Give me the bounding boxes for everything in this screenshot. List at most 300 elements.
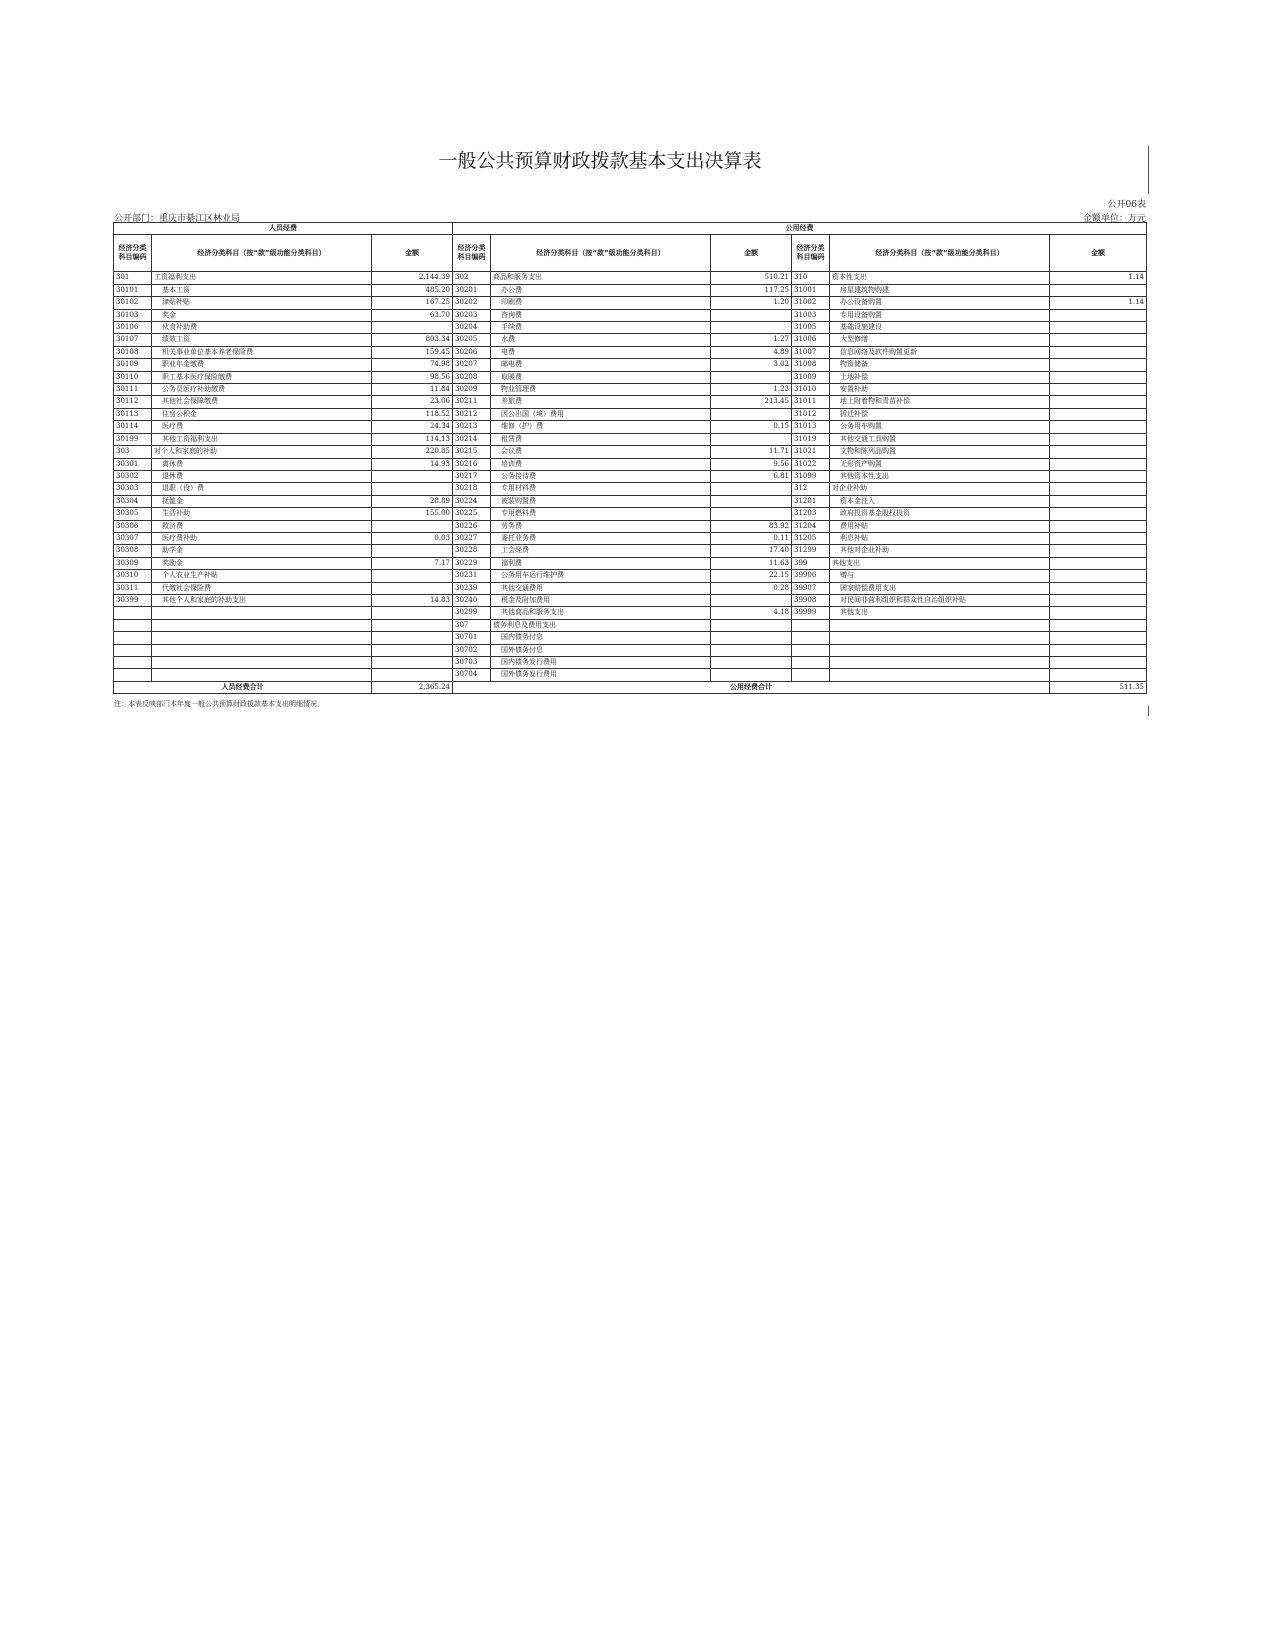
right-code-cell <box>792 632 830 644</box>
table-row <box>114 433 1147 445</box>
right-amount-cell <box>1050 594 1147 606</box>
table-row <box>114 669 1147 681</box>
middle-name-cell: 因公出国（境）费用 <box>491 408 711 420</box>
left-code-cell <box>114 632 152 644</box>
middle-name-cell: 其他交通费用 <box>491 582 711 594</box>
right-amount-cell <box>1050 371 1147 383</box>
right-name-cell: 资本金注入 <box>830 495 1050 507</box>
middle-name-cell: 培训费 <box>491 458 711 470</box>
right-amount-cell <box>1050 396 1147 408</box>
left-name-cell <box>152 607 372 619</box>
right-amount-cell <box>1050 619 1147 631</box>
left-name-cell: 医疗费 <box>152 421 372 433</box>
middle-amount-cell: 83.92 <box>711 520 792 532</box>
middle-name-cell: 劳务费 <box>491 520 711 532</box>
left-amount-cell <box>372 669 453 681</box>
middle-amount-cell: 1.23 <box>711 384 792 396</box>
right-amount-cell <box>1050 508 1147 520</box>
table-body <box>114 272 1147 681</box>
table-row <box>114 384 1147 396</box>
middle-name-cell: 办公费 <box>491 284 711 296</box>
table-row <box>114 483 1147 495</box>
right-amount-cell <box>1050 545 1147 557</box>
left-code-cell: 30303 <box>114 483 152 495</box>
middle-code-cell: 30229 <box>453 557 491 569</box>
right-code-cell: 31002 <box>792 297 830 309</box>
right-name-cell: 地上附着物和青苗补偿 <box>830 396 1050 408</box>
table-row <box>114 532 1147 544</box>
department-label: 公开部门：重庆市綦江区林业局 <box>114 214 241 224</box>
table-row <box>114 594 1147 606</box>
middle-code-cell: 30240 <box>453 594 491 606</box>
middle-name-cell: 福利费 <box>491 557 711 569</box>
left-name-cell: 抚恤金 <box>152 495 372 507</box>
left-amount-cell <box>372 582 453 594</box>
unit-label: 金额单位：万元 <box>1082 214 1146 224</box>
right-code-cell: 39907 <box>792 582 830 594</box>
middle-code-cell: 30704 <box>453 669 491 681</box>
right-code-cell <box>792 669 830 681</box>
middle-amount-cell <box>711 657 792 669</box>
col-name-header: 经济分类科目（按“款”级功能分类科目） <box>152 235 372 272</box>
left-amount-cell <box>372 632 453 644</box>
middle-amount-cell: 22.15 <box>711 570 792 582</box>
middle-code-cell: 30217 <box>453 470 491 482</box>
right-amount-cell <box>1050 483 1147 495</box>
right-amount-cell <box>1050 557 1147 569</box>
table-row <box>114 557 1147 569</box>
table-row <box>114 458 1147 470</box>
right-name-cell: 国家赔偿费用支出 <box>830 582 1050 594</box>
right-name-cell <box>830 619 1050 631</box>
total-personnel-amount: 2,365.24 <box>372 681 453 693</box>
report-title: 一般公共预算财政拨款基本支出决算表 <box>438 150 762 172</box>
right-amount-cell <box>1050 520 1147 532</box>
left-code-cell: 30101 <box>114 284 152 296</box>
middle-name-cell: 委托业务费 <box>491 532 711 544</box>
left-name-cell: 其他个人和家庭的补助支出 <box>152 594 372 606</box>
table-row <box>114 272 1147 284</box>
left-name-cell: 救济费 <box>152 520 372 532</box>
right-amount-cell <box>1050 346 1147 358</box>
left-amount-cell: 485.20 <box>372 284 453 296</box>
middle-amount-cell: 4.89 <box>711 346 792 358</box>
right-code-cell: 31201 <box>792 495 830 507</box>
table-row <box>114 309 1147 321</box>
table-row <box>114 421 1147 433</box>
left-name-cell: 其他工资福利支出 <box>152 433 372 445</box>
middle-code-cell: 30227 <box>453 532 491 544</box>
section-public-header: 公用经费 <box>453 223 1147 235</box>
right-amount-cell <box>1050 495 1147 507</box>
right-code-cell: 31007 <box>792 346 830 358</box>
right-amount-cell <box>1050 359 1147 371</box>
table-row <box>114 284 1147 296</box>
table-row <box>114 607 1147 619</box>
right-name-cell: 政府投资基金股权投资 <box>830 508 1050 520</box>
right-amount-cell <box>1050 657 1147 669</box>
left-name-cell: 工资福利支出 <box>152 272 372 284</box>
middle-name-cell: 国内债务付息 <box>491 632 711 644</box>
left-amount-cell: 220.85 <box>372 446 453 458</box>
left-name-cell: 对个人和家庭的补助 <box>152 446 372 458</box>
left-code-cell: 30113 <box>114 408 152 420</box>
table-row <box>114 644 1147 656</box>
right-amount-cell <box>1050 322 1147 334</box>
right-code-cell: 399 <box>792 557 830 569</box>
left-code-cell: 30310 <box>114 570 152 582</box>
left-name-cell <box>152 632 372 644</box>
right-name-cell: 利息补贴 <box>830 532 1050 544</box>
left-code-cell: 30111 <box>114 384 152 396</box>
right-code-cell: 31019 <box>792 433 830 445</box>
middle-name-cell: 会议费 <box>491 446 711 458</box>
left-amount-cell: 0.03 <box>372 532 453 544</box>
left-code-cell: 30304 <box>114 495 152 507</box>
left-name-cell <box>152 657 372 669</box>
left-amount-cell: 155.00 <box>372 508 453 520</box>
left-code-cell: 30109 <box>114 359 152 371</box>
left-amount-cell <box>372 570 453 582</box>
left-name-cell: 机关事业单位基本养老保险费 <box>152 346 372 358</box>
middle-code-cell: 30703 <box>453 657 491 669</box>
left-code-cell: 303 <box>114 446 152 458</box>
table-row <box>114 334 1147 346</box>
section-personnel-header: 人员经费 <box>114 223 453 235</box>
middle-name-cell: 公务用车运行维护费 <box>491 570 711 582</box>
form-number: 公开06表 <box>1107 200 1146 210</box>
right-margin-line-bottom <box>1148 706 1149 716</box>
middle-code-cell: 30702 <box>453 644 491 656</box>
left-amount-cell: 114.13 <box>372 433 453 445</box>
middle-amount-cell <box>711 408 792 420</box>
middle-amount-cell <box>711 309 792 321</box>
middle-name-cell: 水费 <box>491 334 711 346</box>
middle-amount-cell <box>711 371 792 383</box>
expenditure-table <box>113 222 1147 694</box>
right-name-cell: 赠与 <box>830 570 1050 582</box>
table-row <box>114 508 1147 520</box>
middle-name-cell: 印刷费 <box>491 297 711 309</box>
left-code-cell <box>114 669 152 681</box>
col-name-header: 经济分类科目（按“款”级功能分类科目） <box>830 235 1050 272</box>
left-amount-cell: 803.34 <box>372 334 453 346</box>
right-name-cell: 信息网络及软件购置更新 <box>830 346 1050 358</box>
right-amount-cell <box>1050 632 1147 644</box>
right-code-cell: 312 <box>792 483 830 495</box>
left-amount-cell <box>372 607 453 619</box>
middle-code-cell: 30203 <box>453 309 491 321</box>
middle-name-cell: 物业管理费 <box>491 384 711 396</box>
left-code-cell: 30308 <box>114 545 152 557</box>
right-code-cell: 39999 <box>792 607 830 619</box>
right-amount-cell: 1.14 <box>1050 272 1147 284</box>
right-name-cell <box>830 657 1050 669</box>
left-amount-cell: 118.52 <box>372 408 453 420</box>
right-amount-cell <box>1050 607 1147 619</box>
left-amount-cell: 24.34 <box>372 421 453 433</box>
middle-code-cell: 30218 <box>453 483 491 495</box>
middle-name-cell: 电费 <box>491 346 711 358</box>
left-name-cell: 退休费 <box>152 470 372 482</box>
right-code-cell: 31021 <box>792 446 830 458</box>
left-amount-cell: 167.25 <box>372 297 453 309</box>
left-amount-cell: 98.56 <box>372 371 453 383</box>
middle-name-cell: 国外债务发行费用 <box>491 669 711 681</box>
left-amount-cell: 159.45 <box>372 346 453 358</box>
middle-amount-cell: 0.28 <box>711 582 792 594</box>
middle-code-cell: 30202 <box>453 297 491 309</box>
right-code-cell: 310 <box>792 272 830 284</box>
middle-name-cell: 国内债务发行费用 <box>491 657 711 669</box>
right-name-cell: 安置补助 <box>830 384 1050 396</box>
right-name-cell <box>830 632 1050 644</box>
middle-code-cell: 30206 <box>453 346 491 358</box>
right-name-cell: 其他资本性支出 <box>830 470 1050 482</box>
middle-name-cell: 其他商品和服务支出 <box>491 607 711 619</box>
left-name-cell: 职工基本医疗保险缴费 <box>152 371 372 383</box>
right-amount-cell <box>1050 446 1147 458</box>
middle-code-cell: 30204 <box>453 322 491 334</box>
middle-amount-cell: 4.18 <box>711 607 792 619</box>
table-row <box>114 297 1147 309</box>
middle-name-cell: 公务接待费 <box>491 470 711 482</box>
middle-code-cell: 30214 <box>453 433 491 445</box>
table-row <box>114 371 1147 383</box>
table-row <box>114 408 1147 420</box>
left-name-cell: 住房公积金 <box>152 408 372 420</box>
table-row <box>114 582 1147 594</box>
middle-amount-cell: 3.02 <box>711 359 792 371</box>
left-code-cell <box>114 644 152 656</box>
left-name-cell <box>152 669 372 681</box>
left-code-cell: 30110 <box>114 371 152 383</box>
left-amount-cell <box>372 322 453 334</box>
right-name-cell: 拆迁补偿 <box>830 408 1050 420</box>
middle-name-cell: 国外债务付息 <box>491 644 711 656</box>
left-name-cell: 生活补助 <box>152 508 372 520</box>
right-name-cell: 其他对企业补助 <box>830 545 1050 557</box>
right-code-cell: 31003 <box>792 309 830 321</box>
left-code-cell: 30306 <box>114 520 152 532</box>
right-code-cell: 31009 <box>792 371 830 383</box>
right-code-cell <box>792 657 830 669</box>
col-amount-header: 金额 <box>711 235 792 272</box>
table-row <box>114 322 1147 334</box>
table-row <box>114 359 1147 371</box>
middle-code-cell: 30226 <box>453 520 491 532</box>
left-code-cell <box>114 619 152 631</box>
left-code-cell: 30107 <box>114 334 152 346</box>
middle-code-cell: 30216 <box>453 458 491 470</box>
middle-amount-cell <box>711 322 792 334</box>
left-name-cell: 医疗费补助 <box>152 532 372 544</box>
right-code-cell: 39906 <box>792 570 830 582</box>
middle-amount-cell: 213.45 <box>711 396 792 408</box>
left-amount-cell: 23.06 <box>372 396 453 408</box>
table-row <box>114 632 1147 644</box>
right-name-cell: 专用设备购置 <box>830 309 1050 321</box>
left-name-cell: 伙食补助费 <box>152 322 372 334</box>
middle-code-cell: 30701 <box>453 632 491 644</box>
left-code-cell: 30114 <box>114 421 152 433</box>
left-code-cell: 30399 <box>114 594 152 606</box>
right-amount-cell <box>1050 334 1147 346</box>
left-name-cell: 离休费 <box>152 458 372 470</box>
left-code-cell: 30311 <box>114 582 152 594</box>
middle-name-cell: 被装购置费 <box>491 495 711 507</box>
right-amount-cell <box>1050 570 1147 582</box>
right-code-cell: 31203 <box>792 508 830 520</box>
total-public-label: 公用经费合计 <box>453 681 1050 693</box>
right-code-cell: 31299 <box>792 545 830 557</box>
right-name-cell: 公务用车购置 <box>830 421 1050 433</box>
left-name-cell: 退职（役）费 <box>152 483 372 495</box>
right-amount-cell: 1.14 <box>1050 297 1147 309</box>
left-amount-cell: 2,144.39 <box>372 272 453 284</box>
left-amount-cell: 7.17 <box>372 557 453 569</box>
middle-amount-cell: 6.81 <box>711 470 792 482</box>
middle-code-cell: 30207 <box>453 359 491 371</box>
middle-amount-cell: 17.40 <box>711 545 792 557</box>
total-public-amount: 511.35 <box>1050 681 1147 693</box>
right-name-cell: 费用补贴 <box>830 520 1050 532</box>
right-name-cell: 对企业补助 <box>830 483 1050 495</box>
left-amount-cell <box>372 470 453 482</box>
right-name-cell: 资本性支出 <box>830 272 1050 284</box>
middle-code-cell: 30213 <box>453 421 491 433</box>
left-code-cell: 30307 <box>114 532 152 544</box>
left-name-cell: 绩效工资 <box>152 334 372 346</box>
right-name-cell: 无形资产购置 <box>830 458 1050 470</box>
right-code-cell: 31001 <box>792 284 830 296</box>
right-code-cell: 31012 <box>792 408 830 420</box>
right-amount-cell <box>1050 532 1147 544</box>
left-name-cell: 代缴社会保险费 <box>152 582 372 594</box>
middle-code-cell: 30209 <box>453 384 491 396</box>
right-name-cell: 土地补偿 <box>830 371 1050 383</box>
table-row <box>114 570 1147 582</box>
left-amount-cell: 14.83 <box>372 594 453 606</box>
middle-amount-cell: 0.11 <box>711 532 792 544</box>
left-name-cell: 奖励金 <box>152 557 372 569</box>
right-amount-cell <box>1050 644 1147 656</box>
middle-code-cell: 30212 <box>453 408 491 420</box>
middle-name-cell: 邮电费 <box>491 359 711 371</box>
table-row <box>114 470 1147 482</box>
right-name-cell <box>830 644 1050 656</box>
middle-amount-cell <box>711 483 792 495</box>
right-code-cell: 31204 <box>792 520 830 532</box>
col-code-header: 经济分类科目编码 <box>792 235 830 272</box>
right-code-cell: 31006 <box>792 334 830 346</box>
left-amount-cell <box>372 545 453 557</box>
right-amount-cell <box>1050 421 1147 433</box>
table-row <box>114 619 1147 631</box>
right-amount-cell <box>1050 582 1147 594</box>
table-row <box>114 446 1147 458</box>
left-amount-cell: 63.70 <box>372 309 453 321</box>
right-code-cell: 31205 <box>792 532 830 544</box>
right-code-cell <box>792 619 830 631</box>
right-name-cell: 其他支出 <box>830 607 1050 619</box>
left-code-cell <box>114 607 152 619</box>
left-amount-cell: 28.89 <box>372 495 453 507</box>
table-row <box>114 346 1147 358</box>
left-amount-cell <box>372 644 453 656</box>
middle-amount-cell: 9.56 <box>711 458 792 470</box>
middle-name-cell: 取暖费 <box>491 371 711 383</box>
col-amount-header: 金额 <box>372 235 453 272</box>
middle-name-cell: 差旅费 <box>491 396 711 408</box>
left-amount-cell <box>372 520 453 532</box>
right-name-cell: 办公设备购置 <box>830 297 1050 309</box>
table-row <box>114 545 1147 557</box>
total-personnel-label: 人员经费合计 <box>114 681 372 693</box>
right-name-cell: 物资储备 <box>830 359 1050 371</box>
right-name-cell: 文物和陈列品购置 <box>830 446 1050 458</box>
right-amount-cell <box>1050 408 1147 420</box>
middle-name-cell: 租赁费 <box>491 433 711 445</box>
right-code-cell <box>792 644 830 656</box>
left-code-cell: 30301 <box>114 458 152 470</box>
table-row <box>114 495 1147 507</box>
right-code-cell: 31005 <box>792 322 830 334</box>
middle-code-cell: 30211 <box>453 396 491 408</box>
left-amount-cell: 74.98 <box>372 359 453 371</box>
middle-amount-cell <box>711 433 792 445</box>
table-row <box>114 396 1147 408</box>
middle-code-cell: 307 <box>453 619 491 631</box>
right-name-cell: 大型修缮 <box>830 334 1050 346</box>
left-code-cell: 301 <box>114 272 152 284</box>
left-amount-cell <box>372 657 453 669</box>
middle-amount-cell: 117.25 <box>711 284 792 296</box>
right-name-cell: 基础设施建设 <box>830 322 1050 334</box>
right-code-cell: 31099 <box>792 470 830 482</box>
middle-amount-cell <box>711 619 792 631</box>
left-amount-cell: 14.93 <box>372 458 453 470</box>
right-name-cell: 对民间非营利组织和群众性自治组织补贴 <box>830 594 1050 606</box>
middle-name-cell: 税金及附加费用 <box>491 594 711 606</box>
middle-amount-cell: 1.20 <box>711 297 792 309</box>
middle-name-cell: 工会经费 <box>491 545 711 557</box>
left-code-cell: 30305 <box>114 508 152 520</box>
right-code-cell: 31011 <box>792 396 830 408</box>
middle-code-cell: 30205 <box>453 334 491 346</box>
middle-name-cell: 维修（护）费 <box>491 421 711 433</box>
right-name-cell: 房屋建筑物购建 <box>830 284 1050 296</box>
right-code-cell: 31013 <box>792 421 830 433</box>
middle-name-cell: 专用材料费 <box>491 483 711 495</box>
right-name-cell: 其他支出 <box>830 557 1050 569</box>
left-code-cell: 30199 <box>114 433 152 445</box>
right-amount-cell <box>1050 284 1147 296</box>
left-name-cell: 公务员医疗补助缴费 <box>152 384 372 396</box>
left-name-cell: 基本工资 <box>152 284 372 296</box>
middle-code-cell: 30225 <box>453 508 491 520</box>
middle-amount-cell <box>711 495 792 507</box>
middle-amount-cell: 11.71 <box>711 446 792 458</box>
middle-amount-cell: 11.63 <box>711 557 792 569</box>
col-amount-header: 金额 <box>1050 235 1147 272</box>
middle-amount-cell <box>711 632 792 644</box>
right-amount-cell <box>1050 384 1147 396</box>
left-code-cell: 30106 <box>114 322 152 334</box>
middle-amount-cell: 0.15 <box>711 421 792 433</box>
table-row <box>114 520 1147 532</box>
middle-code-cell: 30231 <box>453 570 491 582</box>
